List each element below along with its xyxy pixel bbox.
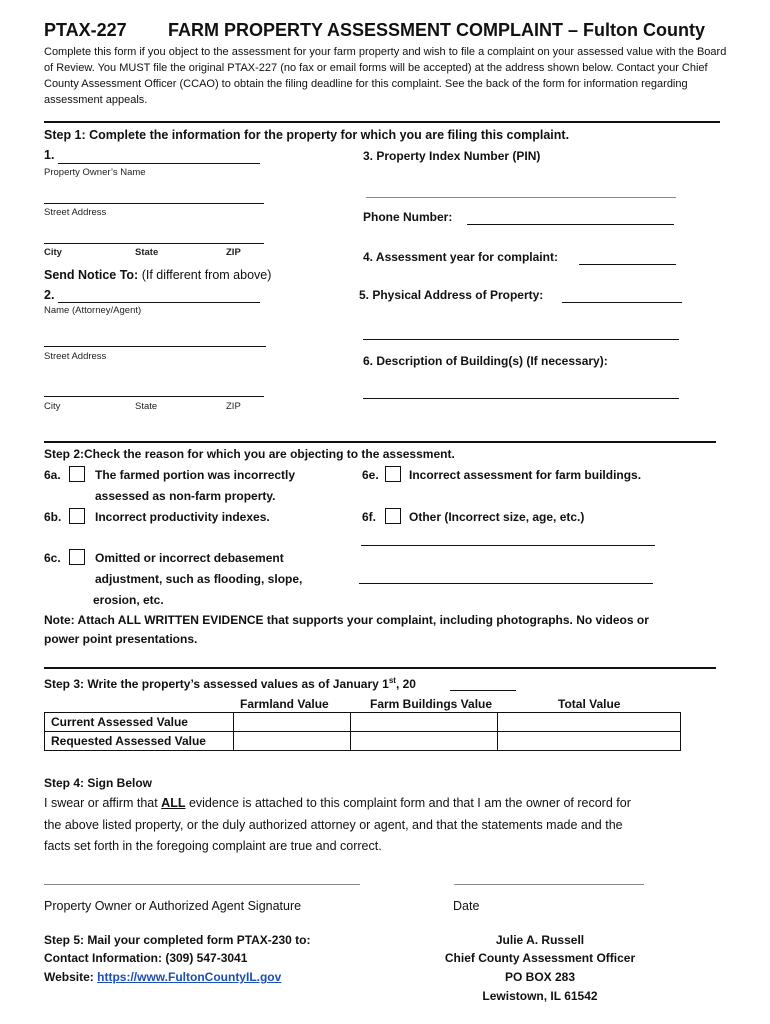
current-buildings-cell[interactable] [351, 713, 498, 732]
officer-po-box: PO BOX 283 [504, 970, 576, 984]
affirm-pre: I swear or affirm that [44, 796, 162, 810]
agent-city-label: City [44, 401, 61, 412]
send-notice-rest: (If different from above) [141, 268, 272, 282]
option-6e-number: 6e. [362, 468, 379, 482]
item-1-number: 1. [44, 148, 55, 162]
table-row [45, 732, 681, 751]
option-6f-checkbox[interactable] [385, 508, 401, 524]
column-farmland: Farmland Value [240, 697, 329, 711]
step4-heading: Step 4: Sign Below [44, 776, 153, 790]
form-id: PTAX-227 [44, 20, 127, 40]
step3-heading [44, 676, 416, 691]
date-label: Date [453, 899, 480, 913]
agent-street-label: Street Address [44, 351, 107, 362]
website-label: Website: [44, 970, 98, 984]
affirm-line-3: facts set forth in the foregoing complaint are true and correct. [44, 839, 382, 853]
column-farm-buildings: Farm Buildings Value [370, 697, 493, 711]
year-field[interactable] [450, 690, 516, 691]
send-notice-bold: Send Notice To: [44, 268, 139, 282]
option-6c-checkbox[interactable] [69, 549, 85, 565]
option-6c-text-3: erosion, etc. [93, 593, 164, 607]
street-address-field[interactable] [44, 203, 264, 204]
agent-city-state-zip-field[interactable] [44, 396, 264, 397]
option-6f-field-1[interactable] [361, 545, 655, 546]
phone-field[interactable] [467, 224, 674, 225]
owner-name-field[interactable] [58, 163, 260, 164]
divider [44, 441, 716, 443]
column-total: Total Value [558, 697, 621, 711]
affirm-post: evidence is attached to this complaint form and that I am the owner of record for [185, 796, 631, 810]
pin-field[interactable] [366, 197, 676, 198]
option-6a-text-1: The farmed portion was incorrectly [95, 468, 296, 482]
affirm-line-2: the above listed property, or the duly authorized attorney or agent, and that the statements made and the [44, 818, 623, 832]
website-line [44, 970, 281, 984]
assessment-year-label: 4. Assessment year for complaint: [363, 250, 558, 264]
officer-title: Chief County Assessment Officer [444, 951, 636, 965]
officer-name: Julie A. Russell [495, 933, 585, 947]
agent-name-label: Name (Attorney/Agent) [44, 305, 142, 316]
city-label: City [44, 247, 62, 258]
step3-heading-text: Step 3: Write the property’s assessed values as of January 1 [44, 677, 389, 691]
option-6a-text-2: assessed as non-farm property. [95, 489, 276, 503]
state-label: State [135, 247, 159, 258]
intro-text: Complete this form if you object to the assessment for your farm property and wish to file a complaint on your assessed value with the Board of Review. You MUST file the original PTAX-227 (no fax or email forms will be accepted) at the address shown below. Contact your Chief County Assessment Officer (CCAO) to obtain the filing deadline for this complaint. See the back of the form for information regarding assessment appeals. [44, 46, 727, 106]
building-description-label: 6. Description of Building(s) (If necessary): [363, 354, 608, 368]
building-description-field[interactable] [363, 398, 679, 399]
option-6f-field-2[interactable] [359, 583, 653, 584]
requested-total-cell[interactable] [498, 732, 681, 751]
row-label-requested: Requested Assessed Value [45, 732, 234, 751]
option-6e-checkbox[interactable] [385, 466, 401, 482]
option-6a-number: 6a. [44, 468, 61, 482]
option-6c-number: 6c. [44, 551, 61, 565]
item-2-number: 2. [44, 288, 55, 302]
option-6a-checkbox[interactable] [69, 466, 85, 482]
option-6b-text: Incorrect productivity indexes. [95, 510, 270, 524]
note-text-1: Note: Attach ALL WRITTEN EVIDENCE that supports your complaint, including photographs. No videos or [44, 613, 649, 627]
note-text-2: power point presentations. [44, 632, 198, 646]
divider [44, 667, 716, 669]
step3-heading-sup: st [388, 676, 396, 685]
divider [44, 121, 720, 123]
contact-info: Contact Information: (309) 547-3041 [44, 951, 248, 965]
agent-name-field[interactable] [58, 302, 260, 303]
form-title: FARM PROPERTY ASSESSMENT COMPLAINT – Fulton County [168, 20, 706, 40]
zip-label: ZIP [226, 247, 241, 258]
option-6f-text: Other (Incorrect size, age, etc.) [409, 510, 585, 524]
street-address-label: Street Address [44, 207, 107, 218]
pin-label: 3. Property Index Number (PIN) [363, 149, 541, 163]
website-link[interactable]: https://www.FultonCountyIL.gov [97, 970, 282, 984]
assessed-values-table [44, 712, 681, 751]
current-total-cell[interactable] [498, 713, 681, 732]
officer-city: Lewistown, IL 61542 [482, 989, 598, 1003]
agent-zip-label: ZIP [226, 401, 241, 412]
affirm-line-1 [44, 796, 631, 810]
date-field[interactable] [454, 884, 644, 885]
assessment-year-field[interactable] [579, 264, 676, 265]
signature-field[interactable] [44, 884, 360, 885]
owner-name-label: Property Owner’s Name [44, 167, 146, 178]
physical-address-field[interactable] [562, 302, 682, 303]
step1-heading: Step 1: Complete the information for the property for which you are filing this complaint. [44, 128, 570, 142]
signature-label: Property Owner or Authorized Agent Signature [44, 899, 302, 913]
option-6b-checkbox[interactable] [69, 508, 85, 524]
affirm-all: ALL [161, 796, 186, 810]
requested-buildings-cell[interactable] [351, 732, 498, 751]
option-6b-number: 6b. [44, 510, 62, 524]
row-label-current: Current Assessed Value [45, 713, 234, 732]
city-state-zip-field[interactable] [44, 243, 264, 244]
mail-instructions: Step 5: Mail your completed form PTAX-230 to: [44, 933, 311, 947]
option-6c-text-1: Omitted or incorrect debasement [95, 551, 284, 565]
physical-address-field-2[interactable] [363, 339, 679, 340]
option-6c-text-2: adjustment, such as flooding, slope, [95, 572, 303, 586]
agent-street-field[interactable] [44, 346, 266, 347]
step2-heading: Step 2:Check the reason for which you are objecting to the assessment. [44, 447, 455, 461]
option-6e-text: Incorrect assessment for farm buildings. [409, 468, 642, 482]
agent-state-label: State [135, 401, 158, 412]
table-row [45, 713, 681, 732]
step3-heading-year: , 20 [395, 677, 416, 691]
option-6f-number: 6f. [362, 510, 377, 524]
physical-address-label: 5. Physical Address of Property: [359, 288, 544, 302]
send-notice-label [44, 268, 271, 282]
current-farmland-cell[interactable] [234, 713, 351, 732]
requested-farmland-cell[interactable] [234, 732, 351, 751]
phone-label: Phone Number: [363, 210, 453, 224]
